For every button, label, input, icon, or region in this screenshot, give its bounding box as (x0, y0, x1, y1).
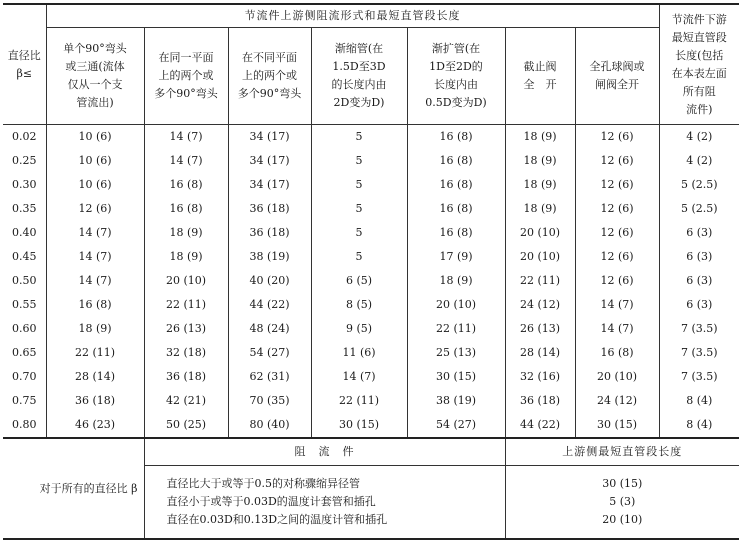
table-row (3, 125, 739, 150)
length-cell: 44 (22) (228, 293, 311, 317)
length-cell: 46 (23) (46, 413, 144, 438)
length-cell: 9 (5) (311, 317, 407, 341)
length-cell: 36 (18) (46, 389, 144, 413)
length-cell: 5 (311, 245, 407, 269)
table-row (3, 197, 739, 221)
length-cell: 36 (18) (505, 389, 575, 413)
length-cell: 16 (8) (407, 125, 505, 150)
length-cell: 22 (11) (311, 389, 407, 413)
length-cell: 18 (9) (505, 149, 575, 173)
length-cell: 5 (2.5) (659, 173, 739, 197)
length-value: 30 (15) (602, 477, 643, 490)
length-cell: 54 (27) (228, 341, 311, 365)
ratio-cell: 0.40 (3, 221, 46, 245)
length-cell: 34 (17) (228, 149, 311, 173)
length-cell: 5 (311, 197, 407, 221)
length-cell: 34 (17) (228, 173, 311, 197)
length-value: 5 (3) (609, 495, 636, 508)
table-row (3, 245, 739, 269)
length-cell: 12 (6) (46, 197, 144, 221)
length-value: 20 (10) (602, 513, 643, 526)
length-cell: 25 (13) (407, 341, 505, 365)
all-ratios-label: 对于所有的直径比 β (3, 438, 144, 539)
length-cell: 40 (20) (228, 269, 311, 293)
length-cell: 5 (311, 125, 407, 150)
table-row (3, 173, 739, 197)
length-cell: 22 (11) (144, 293, 228, 317)
length-cell: 18 (9) (144, 221, 228, 245)
condition-text: 直径比大于或等于0.5的对称骤缩异径管 (166, 477, 360, 490)
table-row (3, 149, 739, 173)
length-cell: 18 (9) (505, 173, 575, 197)
column-header-expander: 渐扩管(在 1D至2D的 长度内由 0.5D变为D) (407, 28, 505, 125)
length-cell: 18 (9) (46, 317, 144, 341)
straight-pipe-length-table (3, 3, 739, 540)
length-cell: 10 (6) (46, 149, 144, 173)
length-cell: 80 (40) (228, 413, 311, 438)
length-cell: 7 (3.5) (659, 365, 739, 389)
length-cell: 26 (13) (505, 317, 575, 341)
length-cell: 6 (3) (659, 269, 739, 293)
length-cell: 14 (7) (311, 365, 407, 389)
length-cell: 16 (8) (144, 173, 228, 197)
length-cell: 7 (3.5) (659, 317, 739, 341)
table-row (3, 317, 739, 341)
column-header-ball-valve: 全孔球阀或 闸阀全开 (575, 28, 659, 125)
length-cell: 20 (10) (144, 269, 228, 293)
length-cell: 14 (7) (46, 245, 144, 269)
length-cell: 36 (18) (228, 197, 311, 221)
length-cell: 5 (311, 173, 407, 197)
length-cell: 12 (6) (575, 221, 659, 245)
length-cell: 5 (311, 221, 407, 245)
min-length-header: 上游侧最短直管段长度 (505, 438, 739, 466)
table-row (3, 365, 739, 389)
length-cell: 8 (4) (659, 389, 739, 413)
length-cell: 28 (14) (46, 365, 144, 389)
length-cell: 44 (22) (505, 413, 575, 438)
length-cell: 16 (8) (407, 173, 505, 197)
table-row (3, 221, 739, 245)
table-row (3, 341, 739, 365)
ratio-cell: 0.30 (3, 173, 46, 197)
length-cell: 30 (15) (311, 413, 407, 438)
length-cell: 6 (3) (659, 293, 739, 317)
length-cell: 34 (17) (228, 125, 311, 150)
length-cell: 36 (18) (144, 365, 228, 389)
ratio-cell: 0.70 (3, 365, 46, 389)
length-cell: 18 (9) (407, 269, 505, 293)
length-cell: 10 (6) (46, 173, 144, 197)
length-cell: 5 (311, 149, 407, 173)
ratio-cell: 0.45 (3, 245, 46, 269)
length-cell: 24 (12) (505, 293, 575, 317)
length-cell: 12 (6) (575, 173, 659, 197)
fitting-lengths (505, 466, 739, 540)
length-cell: 16 (8) (407, 197, 505, 221)
length-cell: 17 (9) (407, 245, 505, 269)
length-cell: 20 (10) (575, 365, 659, 389)
length-cell: 8 (4) (659, 413, 739, 438)
length-cell: 70 (35) (228, 389, 311, 413)
length-cell: 20 (10) (505, 221, 575, 245)
length-cell: 16 (8) (46, 293, 144, 317)
column-header-reducer: 渐缩管(在 1.5D至3D 的长度内由 2D变为D) (311, 28, 407, 125)
length-cell: 4 (2) (659, 125, 739, 150)
condition-text: 直径小于或等于0.03D的温度计套管和插孔 (166, 495, 376, 508)
length-cell: 12 (6) (575, 245, 659, 269)
length-cell: 30 (15) (407, 365, 505, 389)
length-cell: 6 (3) (659, 221, 739, 245)
length-cell: 42 (21) (144, 389, 228, 413)
length-cell: 18 (9) (505, 125, 575, 150)
table-row (3, 293, 739, 317)
length-cell: 22 (11) (505, 269, 575, 293)
diameter-ratio-header: 直径比 β≤ (3, 4, 46, 125)
length-cell: 22 (11) (46, 341, 144, 365)
upstream-group-header: 节流件上游侧阻流形式和最短直管段长度 (46, 4, 659, 28)
length-cell: 38 (19) (228, 245, 311, 269)
length-cell: 14 (7) (144, 149, 228, 173)
length-cell: 38 (19) (407, 389, 505, 413)
length-cell: 14 (7) (46, 269, 144, 293)
length-cell: 16 (8) (144, 197, 228, 221)
ratio-cell: 0.25 (3, 149, 46, 173)
table-row (3, 413, 739, 438)
length-cell: 14 (7) (46, 221, 144, 245)
length-cell: 11 (6) (311, 341, 407, 365)
ratio-cell: 0.65 (3, 341, 46, 365)
length-cell: 62 (31) (228, 365, 311, 389)
length-cell: 24 (12) (575, 389, 659, 413)
length-cell: 10 (6) (46, 125, 144, 150)
ratio-cell: 0.75 (3, 389, 46, 413)
length-cell: 32 (16) (505, 365, 575, 389)
length-cell: 48 (24) (228, 317, 311, 341)
downstream-header: 节流件下游 最短直管段 长度(包括 在本表左面 所有阻 流件) (659, 4, 739, 125)
length-cell: 54 (27) (407, 413, 505, 438)
length-cell: 7 (3.5) (659, 341, 739, 365)
length-cell: 32 (18) (144, 341, 228, 365)
length-cell: 16 (8) (575, 341, 659, 365)
length-cell: 16 (8) (407, 149, 505, 173)
length-cell: 50 (25) (144, 413, 228, 438)
length-cell: 8 (5) (311, 293, 407, 317)
length-cell: 20 (10) (505, 245, 575, 269)
length-cell: 30 (15) (575, 413, 659, 438)
length-cell: 14 (7) (575, 317, 659, 341)
ratio-cell: 0.35 (3, 197, 46, 221)
length-cell: 6 (3) (659, 245, 739, 269)
column-header-same-plane-elbows: 在同一平面 上的两个或 多个90°弯头 (144, 28, 228, 125)
length-cell: 12 (6) (575, 269, 659, 293)
length-cell: 36 (18) (228, 221, 311, 245)
length-cell: 26 (13) (144, 317, 228, 341)
length-cell: 4 (2) (659, 149, 739, 173)
table-row (3, 389, 739, 413)
ratio-cell: 0.80 (3, 413, 46, 438)
table-row (3, 269, 739, 293)
length-cell: 16 (8) (407, 221, 505, 245)
column-header-globe-valve: 截止阀 全 开 (505, 28, 575, 125)
column-header-single-elbow: 单个90°弯头 或三通(流体 仅从一个支 管流出) (46, 28, 144, 125)
length-cell: 12 (6) (575, 197, 659, 221)
ratio-cell: 0.50 (3, 269, 46, 293)
ratio-cell: 0.02 (3, 125, 46, 150)
condition-text: 直径在0.03D和0.13D之间的温度计管和插孔 (166, 513, 388, 526)
length-cell: 6 (5) (311, 269, 407, 293)
length-cell: 28 (14) (505, 341, 575, 365)
ratio-cell: 0.60 (3, 317, 46, 341)
column-header-diff-plane-elbows: 在不同平面 上的两个或 多个90°弯头 (228, 28, 311, 125)
length-cell: 22 (11) (407, 317, 505, 341)
fitting-header: 阻 流 件 (144, 438, 505, 466)
length-cell: 5 (2.5) (659, 197, 739, 221)
ratio-cell: 0.55 (3, 293, 46, 317)
length-cell: 18 (9) (144, 245, 228, 269)
length-cell: 14 (7) (575, 293, 659, 317)
fitting-conditions (144, 466, 505, 540)
length-cell: 12 (6) (575, 125, 659, 150)
length-cell: 18 (9) (505, 197, 575, 221)
length-cell: 20 (10) (407, 293, 505, 317)
length-cell: 14 (7) (144, 125, 228, 150)
length-cell: 12 (6) (575, 149, 659, 173)
